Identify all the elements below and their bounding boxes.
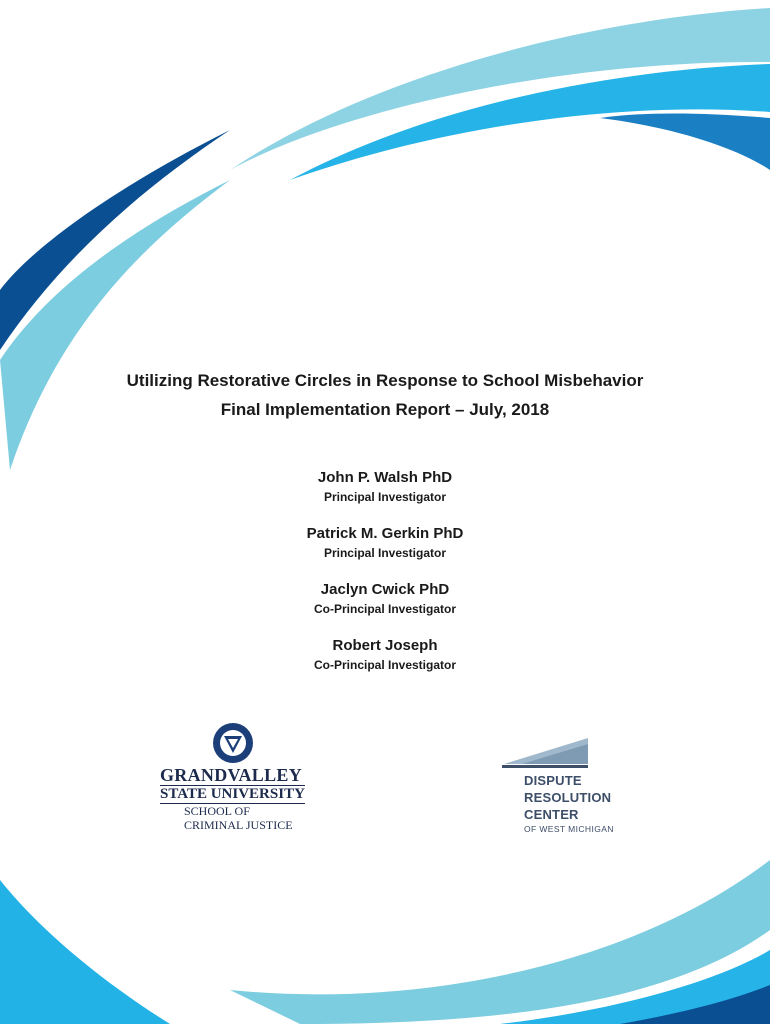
author-name: Patrick M. Gerkin PhD (306, 525, 464, 542)
drc-line-1: DISPUTE (524, 773, 582, 788)
author-list (0, 468, 770, 692)
swoosh-left-light (0, 180, 230, 470)
gvsu-line-1: GRANDVALLEY (160, 765, 302, 785)
drc-mark-icon (502, 738, 592, 772)
report-title-block (0, 366, 770, 424)
author-name: John P. Walsh PhD (317, 469, 453, 486)
author-name: Jaclyn Cwick PhD (320, 581, 450, 598)
author-role: Principal Investigator (323, 546, 447, 560)
author-name: Robert Joseph (332, 637, 438, 654)
drc-line-4: OF WEST MICHIGAN (524, 824, 614, 834)
author-role: Principal Investigator (323, 490, 447, 504)
gvsu-logo (160, 722, 310, 832)
author-entry (0, 636, 770, 674)
swoosh-bottom-left (0, 880, 170, 1024)
drc-line-2: RESOLUTION (524, 790, 612, 805)
report-title: Utilizing Restorative Circles in Response to School Misbehavior (126, 371, 644, 390)
drc-line-3: CENTER (524, 807, 579, 822)
gvsu-mark-icon (212, 722, 254, 764)
swoosh-right-blue (600, 114, 770, 171)
gvsu-line-4: CRIMINAL JUSTICE (184, 818, 293, 832)
report-subtitle: Final Implementation Report – July, 2018 (220, 400, 550, 419)
gvsu-line-3: SCHOOL OF (184, 804, 250, 818)
author-entry (0, 580, 770, 618)
drc-wordmark (524, 772, 614, 835)
gvsu-line-2: STATE UNIVERSITY (160, 786, 305, 802)
author-entry (0, 468, 770, 506)
author-role: Co-Principal Investigator (313, 602, 457, 616)
author-role: Co-Principal Investigator (313, 658, 457, 672)
author-entry (0, 524, 770, 562)
